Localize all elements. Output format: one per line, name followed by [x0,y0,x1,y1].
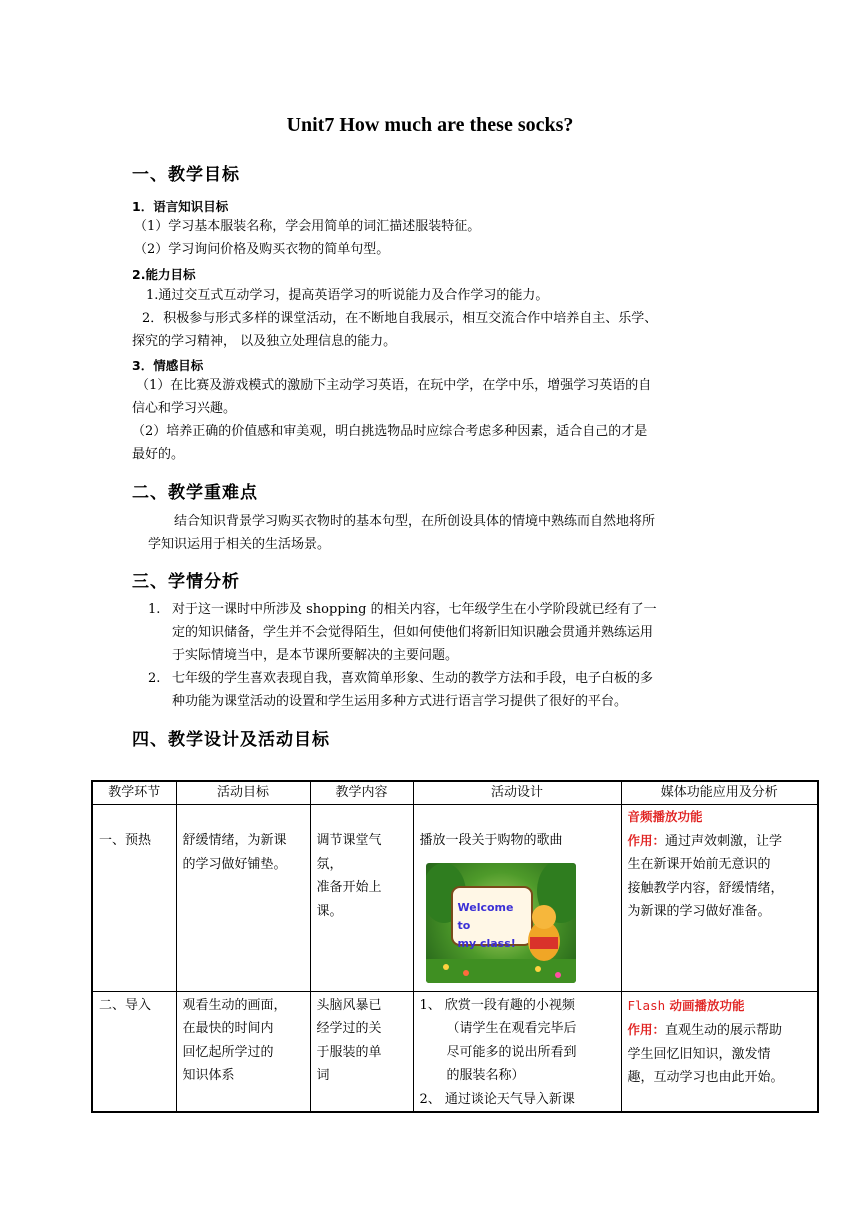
text-line: 生在新课开始前无意识的 [627,857,771,872]
media-description [628,1018,812,1090]
text-line: 调节课堂气 [316,833,382,848]
text-line: 信心和学习兴趣。 [132,401,237,416]
text-line: 舒缓情绪，为新课 [182,833,287,848]
text-line: 1、 欣赏一段有趣的小视频 [419,997,575,1013]
text-line: 于服装的单 [316,1044,382,1060]
cell-goal [176,805,310,992]
text-line: （2）学习询问价格及购买衣物的简单句型。 [134,242,390,257]
text-line: 的服装名称） [446,1068,525,1083]
text-line: 经学过的关 [316,1021,382,1036]
subheading-ability: 2.能力目标 [132,267,196,282]
text-line: 2．积极参与形式多样的课堂活动，在不断地自我展示，相互交流合作中培养自主、乐学、 [142,311,658,326]
list-number: 2. [148,671,161,686]
paragraph-key-points [148,510,655,556]
media-function-title [628,994,812,1019]
paragraph-language-knowledge [134,215,480,261]
cell-design [413,805,621,992]
table-row [92,991,818,1112]
welcome-text [458,899,530,953]
column-header: 教学环节 [92,781,176,805]
cell-goal [176,991,310,1112]
text-line: 词 [316,1068,330,1083]
text-line: 为新课的学习做好准备。 [627,904,771,919]
text-line: 的学习做好铺垫。 [182,856,287,872]
text-line: 知识体系 [182,1068,235,1083]
cell-content [310,805,413,992]
column-header: 活动设计 [413,781,621,805]
text-line: 探究的学习精神， 以及独立处理信息的能力。 [132,334,397,349]
text-line: 接触教学内容，舒缓情绪， [627,880,784,896]
list-item [148,667,657,713]
cell-media [621,805,818,992]
paragraph-emotion [132,374,651,466]
subheading-emotion: 3．情感目标 [132,358,204,373]
column-header: 媒体功能应用及分析 [621,781,818,805]
text-line: 回忆起所学过的 [182,1044,274,1060]
text-line: 1.通过交互式互动学习，提高英语学习的听说能力及合作学习的能力。 [146,288,549,303]
text-line: （1）在比赛及游戏模式的激励下主动学习英语，在玩中学，在学中乐，增强学习英语的自 [136,378,652,393]
text-line: 头脑风暴已 [316,997,382,1013]
text-line: 准备开始上 [316,880,382,895]
text-line: 种功能为课堂活动的设置和学生运用多种方式进行语言学习提供了很好的平台。 [172,694,628,709]
section-heading-objectives: 一、教学目标 [132,165,240,185]
media-label: 作用： [627,832,666,848]
text-line: （1）学习基本服装名称，学会用简单的词汇描述服装特征。 [134,219,481,234]
cell-stage: 二、导入 [92,991,176,1112]
text-line: 对于这一课时中所涉及 shopping 的相关内容，七年级学生在小学阶段就已经有了一 [172,602,657,617]
text-line: 课。 [316,903,343,919]
text-line: 定的知识储备，学生并不会觉得陌生，但如何使他们将新旧知识融会贯通并熟练运用 [172,625,654,640]
document-title: Unit7 How much are these socks? [286,114,574,136]
text-line: 学知识运用于相关的生活场景。 [148,537,331,552]
cell-media [621,991,818,1112]
table-row [92,805,818,992]
cell-stage: 一、预热 [92,805,176,992]
section-heading-key-points: 二、教学重难点 [132,483,258,503]
media-title-prefix: Flash [627,997,666,1013]
text-line: 观看生动的画面， [182,997,287,1013]
column-header: 活动目标 [176,781,310,805]
text-line: 通过声效刺激，让学 [665,833,783,849]
media-label: 作用： [627,1022,666,1037]
text-line: 2、 通过谈论天气导入新课 [419,1091,575,1107]
text-line: 七年级的学生喜欢表现自我，喜欢简单形象、生动的教学方法和手段，电子白板的多 [172,671,654,686]
text-line: 结合知识背景学习购买衣物时的基本句型，在所创设具体的情境中熟练而自然地将所 [174,514,656,529]
list-item [148,598,657,667]
text-line: 学生回忆旧知识，激发情 [627,1046,771,1062]
table-header-row [92,781,818,805]
text-line: （2）培养正确的价值感和审美观，明白挑选物品时应综合考虑多种因素，适合自己的才是 [132,424,648,439]
text-line: 最好的。 [132,447,185,462]
column-header: 教学内容 [310,781,413,805]
text-line: 趣，互动学习也由此开始。 [627,1070,784,1085]
lesson-plan-table [91,780,819,1113]
text-line: 直观生动的展示帮助 [665,1023,783,1038]
text-line: 氛， [316,856,343,872]
list-analysis [148,598,657,713]
media-title-text: 动画播放功能 [665,997,745,1013]
text-line: 在最快的时间内 [182,1021,274,1036]
cell-design [413,991,621,1112]
welcome-slide-image [426,863,576,983]
paragraph-ability [132,284,657,353]
subheading-language-knowledge: 1．语言知识目标 [132,199,229,214]
media-description [628,829,812,924]
section-heading-analysis: 三、学情分析 [132,572,240,592]
text-line: 尽可能多的说出所看到 [446,1044,577,1060]
text-line: Welcome to [457,900,514,932]
section-heading-design: 四、教学设计及活动目标 [132,730,330,750]
text-line: （请学生在观看完毕后 [446,1021,577,1036]
media-function-title: 音频播放功能 [627,809,703,824]
cell-content [310,991,413,1112]
text-line: 播放一段关于购物的歌曲 [419,833,563,848]
text-line: my class! [457,936,516,950]
text-line: 于实际情境当中，是本节课所要解决的主要问题。 [172,648,459,663]
list-number: 1. [148,602,161,617]
